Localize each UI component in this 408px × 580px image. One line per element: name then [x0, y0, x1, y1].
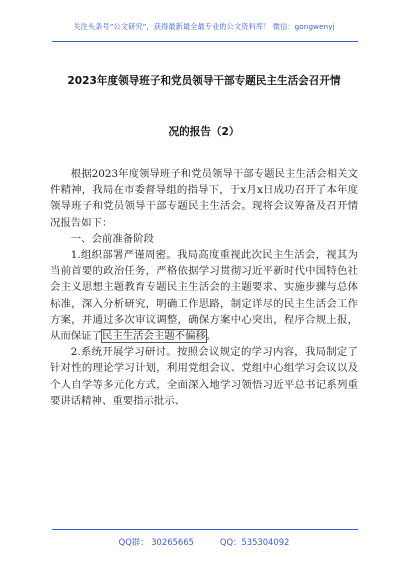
section-heading-preparation: 一、会前准备阶段 — [70, 232, 154, 245]
header-notice: 关注头条号“公文研究”，获得最新最全最专业的公文资料库！ 微信：gongwenyj — [73, 22, 335, 31]
footer-qq-group: QQ群： 30265665 — [118, 537, 194, 547]
header-divider — [52, 41, 358, 42]
footer-divider — [52, 529, 358, 530]
paragraph-intro: 根据2023年度领导班子和党员领导干部专题民主生活会相关文件精神，我局在市委督导组的指导下，于x月x日成功召开了本年度领导班子和党员领导干部专题民主生活会。现将会议筹备及召开情况报告如下： — [50, 168, 358, 229]
paragraph-organization-text: 1.组织部署严谨周密。我局高度重视此次民主生活会，视其为当前首要的政治任务，严格依据学习贯彻习近平新时代中国特色社会主义思想主题教育专题民主生活会的主题要求、实施步骤与总体标准，深入分析研究，明确工作思路，制定详尽的民主生活会工作方案，并通过多次审议调整，确保方案中心突出，程序合规上报，从而保证了 — [50, 249, 358, 343]
boxed-phrase: 民主生活会主题不偏移 — [101, 330, 206, 343]
paragraph-organization — [50, 247, 358, 344]
paragraph-study: 2.系统开展学习研讨。按照会议规定的学习内容，我局制定了针对性的理论学习计划，利用党组会议、党组中心组学习会议以及个人自学等多元化方式，全面深入地学习领悟习近平总书记系列重要讲话精神、重要指示批示、 — [50, 346, 358, 407]
paragraph-organization-end: 。 — [205, 330, 217, 343]
footer-qq-number: QQ：535304092 — [219, 537, 290, 547]
footer-contacts — [0, 536, 408, 548]
document-title-line-1: 2023年度领导班子和党员领导干部专题民主生活会召开情 — [67, 75, 341, 87]
document-title-line-2: 况的报告（2） — [168, 126, 240, 138]
document-body — [50, 166, 358, 409]
